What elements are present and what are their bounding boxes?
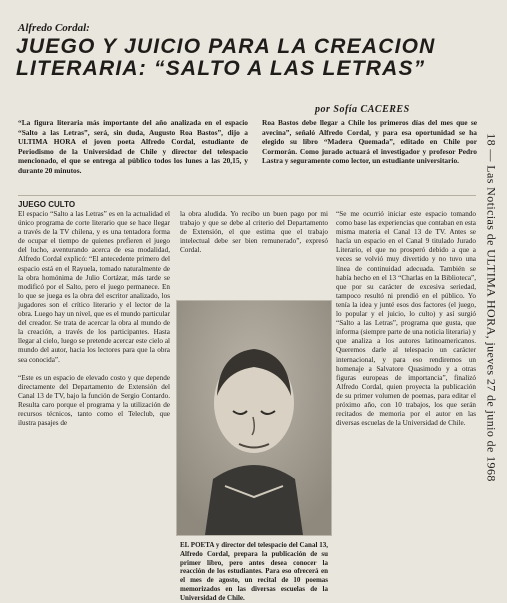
photo-caption: EL POETA y director del telespacio del Canal 13, Alfredo Cordal, prepara la publicación de su primer libro, pero antes desea conocer la reacción de los estudiantes. Para eso ofrecerá en el mes de agosto, un recital de 10 poemas memorizados en las diversas escuelas de la Universidad de Chile.: [180, 541, 328, 602]
intro-right: Roa Bastos debe llegar a Chile los primeros días del mes que se avecina”, señaló Alfredo Cordal, y para esa oportunidad se ha elegido su libro “Madera Quemada”, editado en Chile por Cormorán. Como jurado actuará el investigador y profesor Pedro Lastra y seguramente como lector, un estudiante universitario.: [262, 118, 477, 165]
section-title: JUEGO CULTO: [18, 200, 76, 209]
section-divider: [18, 195, 476, 196]
article-column-2: la obra aludida. Yo recibo un buen pago por mi trabajo y que se debe al criterio del Departamento de Extensión, el que estima que el trabajo intelectual debe ser bien remunerado”, expresó Cordal.: [180, 210, 330, 255]
byline: por Sofía CACERES: [315, 104, 410, 115]
article-column-1: El espacio “Salto a las Letras” es en la actualidad el único programa de corte literario que se hace llegar a través de la TV chilena, y es una tentadora forma de ocupar el tiempo de quienes prefieren el juego del lucho, aventurando acerca de esa modalidad, Alfredo Cordal explicó: “El antecedente primero del espacio está en el Rayuela, tomado naturalmente de la obra homónima de Julio Cortázar, más tarde se modificó por el Salto, pero el juego permanece. En lo que se juega es la obra del escritor analizado, los jugadores son el crítico literario y el lector de la obra. Luego hay un nivel, que es el mundo particular del creador. Se trata de acercar la obra al mundo de la creación, a través de los participantes. Hasta llegar al cielo, luego se pretende acercar este cielo al mundo del autor, hacia los lectores para que la obra sea conocida”. “Este es un espacio de elevado costo y que depende directamente del Departamento de Extensión del Canal 13 de TV, bajo la función de Sergio Contardo. Resulta caro porque el programa y la utilización de recursos técnicos, tanto como el Teleclub, que ilustra pasajes de: [18, 210, 170, 428]
article-column-3: “Se me ocurrió iniciar este espacio tomando como base las experiencias que contaban en esta misma materia el Canal 13 de TV. Antes se hacía un espacio en el Canal 9 titulado Jurado Literario, el que no prosperó debido a que a veces se volvió muy divertido y no tuvo una línea de continuidad adecuada. También se había hecho en el 13 “Charlas en la Biblioteca”, que por su carácter de excesiva seriedad, tampoco resultó ni prendió en el público. Yo tenía la idea y junté esos dos factores (el juego, lo popular y el juicio, lo culto) y así surgió “Salto a las Letras”, programa que gusta, que informa (siempre parte de una noticia literaria) y que analiza a los autores latinoamericanos. Queremos darle al telespacio un carácter internacional, y para eso rendiremos un homenaje a Salvatore Quasimodo y a otras figuras europeas de importancia”, finalizó Alfredo Cordal, quien proyecta la publicación de su primer volumen de poemas, para editar el próximo año, con 10 trabajos, los que serán recitados de memoria por el autor en las diversas escuelas de la Universidad de Chile.: [336, 210, 478, 428]
headline: JUEGO Y JUICIO PARA LA CREACION LITERARIA: “SALTO A LAS LETRAS”: [16, 35, 436, 80]
kicker: Alfredo Cordal:: [18, 22, 90, 34]
sidebar-text: 18 — Las Noticias de ULTIMA HORA, jueves 27 de junio de 1968: [484, 133, 499, 482]
portrait-photo: [176, 300, 332, 536]
intro-left: “La figura literaria más importante del año analizada en el espacio “Salto a las Letras”, será, sin duda, Augusto Roa Bastos”, dijo a ULTIMA HORA el joven poeta Alfredo Cordal, estudiante de Periodismo de la Universidad de Chile y director del telespacio mencionado, el que se entrega al público todos los lunes a las 20,15, y durante 20 minutos.: [18, 118, 248, 175]
page-sidebar: [484, 40, 504, 590]
